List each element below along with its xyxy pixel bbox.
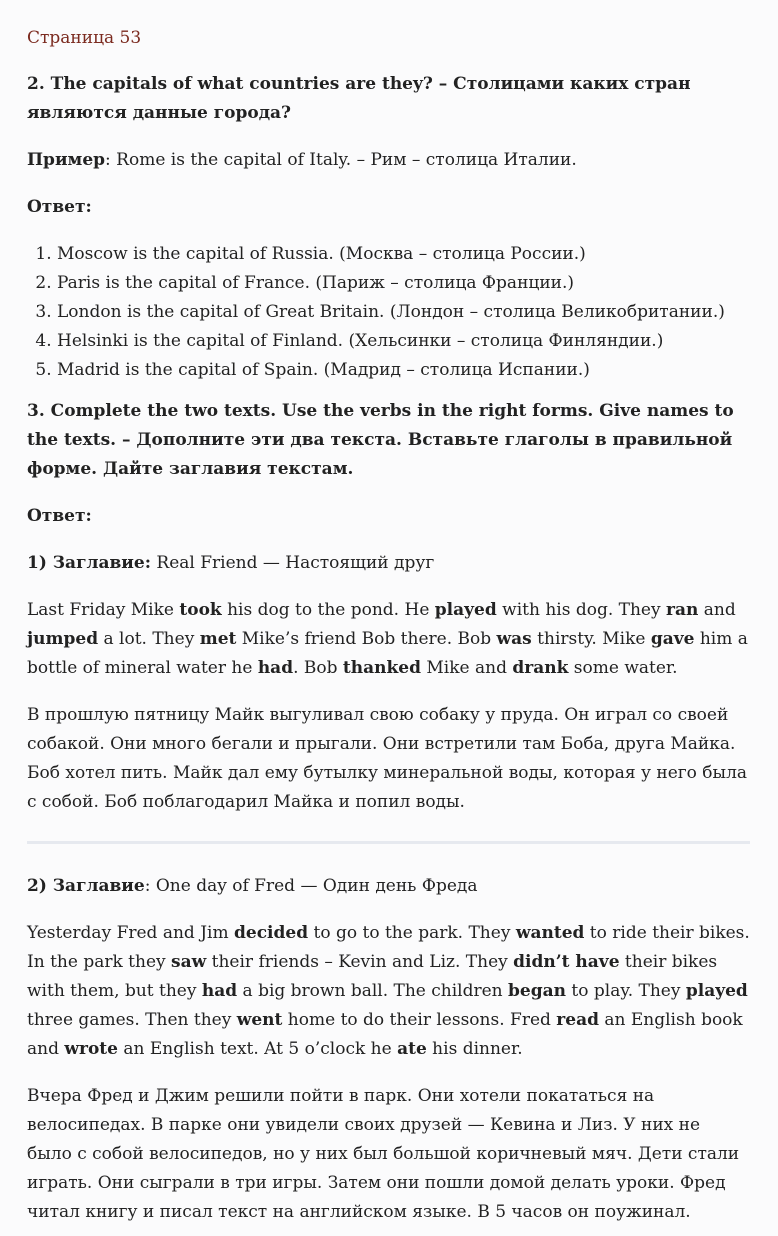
- text-1-russian-paragraph: В прошлую пятницу Майк выгуливал свою собаку у пруда. Он играл со своей собакой. Они много бегали и прыгали. Они встретили там Боба, друга Майка. Боб хотел пить. Майк дал ему бутылку минеральной воды, которая у него была с собой. Боб поблагодарил Майка и попил воды.: [27, 705, 748, 812]
- verb-highlight: gave: [650, 629, 695, 649]
- text-segment: a lot. They: [98, 629, 200, 649]
- text-1-english-paragraph: [27, 596, 750, 683]
- verb-highlight: read: [556, 1010, 599, 1030]
- text-segment: Yesterday Fred and Jim: [27, 923, 234, 943]
- verb-highlight: had: [257, 658, 294, 678]
- text-2-heading: [27, 872, 750, 901]
- list-item: 3. London is the capital of Great Britain. (Лондон – столица Великобритании.): [57, 298, 750, 327]
- list-item: 4. Helsinki is the capital of Finland. (Хельсинки – столица Финляндии.): [57, 327, 750, 356]
- example-label: Пример: [27, 150, 106, 170]
- text-segment: thirsty. Mike: [531, 629, 651, 649]
- verb-highlight: ate: [397, 1039, 427, 1059]
- text-segment: to play. They: [566, 981, 686, 1001]
- verb-highlight: met: [199, 629, 237, 649]
- text-2-heading-value: : One day of Fred — Один день Фреда: [144, 876, 478, 896]
- task-2-answer-label: Ответ:: [27, 197, 92, 217]
- verb-highlight: wrote: [64, 1039, 118, 1059]
- text-2-heading-label: 2) Заглавие: [27, 876, 145, 896]
- text-segment: to go to the park. They: [308, 923, 516, 943]
- section-divider: [27, 841, 750, 844]
- list-item: 1. Moscow is the capital of Russia. (Москва – столица России.): [57, 240, 750, 269]
- text-segment: Last Friday Mike: [27, 600, 180, 620]
- text-segment: with his dog. They: [496, 600, 667, 620]
- text-segment: three games. Then they: [27, 1010, 237, 1030]
- text-1-heading-label: 1) Заглавие:: [27, 553, 151, 573]
- verb-highlight: didn’t have: [513, 952, 620, 972]
- verb-highlight: took: [179, 600, 222, 620]
- text-segment: their bikes with them, but they: [27, 952, 718, 1001]
- list-item: 5. Madrid is the capital of Spain. (Мадрид – столица Испании.): [57, 356, 750, 385]
- verb-highlight: had: [201, 981, 238, 1001]
- verb-highlight: went: [236, 1010, 283, 1030]
- verb-highlight: was: [496, 629, 532, 649]
- text-segment: home to do their lessons. Fred: [282, 1010, 557, 1030]
- task-2-example: [27, 146, 750, 175]
- task-3-answer-label: Ответ:: [27, 506, 92, 526]
- example-text: : Rome is the capital of Italy. – Рим – столица Италии.: [105, 150, 577, 170]
- task-2-title: 2. The capitals of what countries are they? – Столицами каких стран являются данные города?: [27, 74, 691, 123]
- verb-highlight: wanted: [515, 923, 585, 943]
- page-number-label: Страница 53: [27, 28, 142, 48]
- task-3-title: 3. Complete the two texts. Use the verbs in the right forms. Give names to the texts. – Дополните эти два текста. Вставьте глаголы в правильной форме. Дайте заглавия текстам.: [27, 401, 734, 479]
- verb-highlight: decided: [234, 923, 309, 943]
- verb-highlight: began: [508, 981, 567, 1001]
- text-segment: to ride their bikes. In the park they: [27, 923, 750, 972]
- verb-highlight: played: [685, 981, 748, 1001]
- list-item: 2. Paris is the capital of France. (Париж – столица Франции.): [57, 269, 750, 298]
- verb-highlight: played: [434, 600, 497, 620]
- text-segment: Mike and: [420, 658, 513, 678]
- verb-highlight: drank: [512, 658, 569, 678]
- text-segment: their friends – Kevin and Liz. They: [206, 952, 514, 972]
- text-segment: an English text. At 5 o’clock he: [117, 1039, 398, 1059]
- text-segment: . Bob: [293, 658, 343, 678]
- text-1-heading: [27, 549, 750, 578]
- text-segment: his dog to the pond. He: [221, 600, 435, 620]
- verb-highlight: thanked: [342, 658, 421, 678]
- text-segment: Mike’s friend Bob there. Bob: [236, 629, 497, 649]
- text-2-russian-paragraph: Вчера Фред и Джим решили пойти в парк. Они хотели покататься на велосипедах. В парке они увидели своих друзей — Кевина и Лиз. У них не было с собой велосипедов, но у них был большой коричневый мяч. Дети стали играть. Они сыграли в три игры. Затем они пошли домой делать уроки. Фред читал книгу и писал текст на английском языке. В 5 часов он поужинал.: [27, 1086, 740, 1222]
- text-segment: an English book and: [27, 1010, 743, 1059]
- text-segment: some water.: [568, 658, 678, 678]
- text-1-heading-value: Real Friend — Настоящий друг: [151, 553, 435, 573]
- verb-highlight: jumped: [27, 629, 99, 649]
- text-segment: him a bottle of mineral water he: [27, 629, 748, 678]
- verb-highlight: ran: [666, 600, 699, 620]
- capitals-answer-list: [27, 240, 750, 385]
- verb-highlight: saw: [171, 952, 207, 972]
- text-segment: his dinner.: [426, 1039, 523, 1059]
- text-segment: and: [698, 600, 736, 620]
- text-segment: a big brown ball. The children: [237, 981, 509, 1001]
- text-2-english-paragraph: [27, 919, 750, 1064]
